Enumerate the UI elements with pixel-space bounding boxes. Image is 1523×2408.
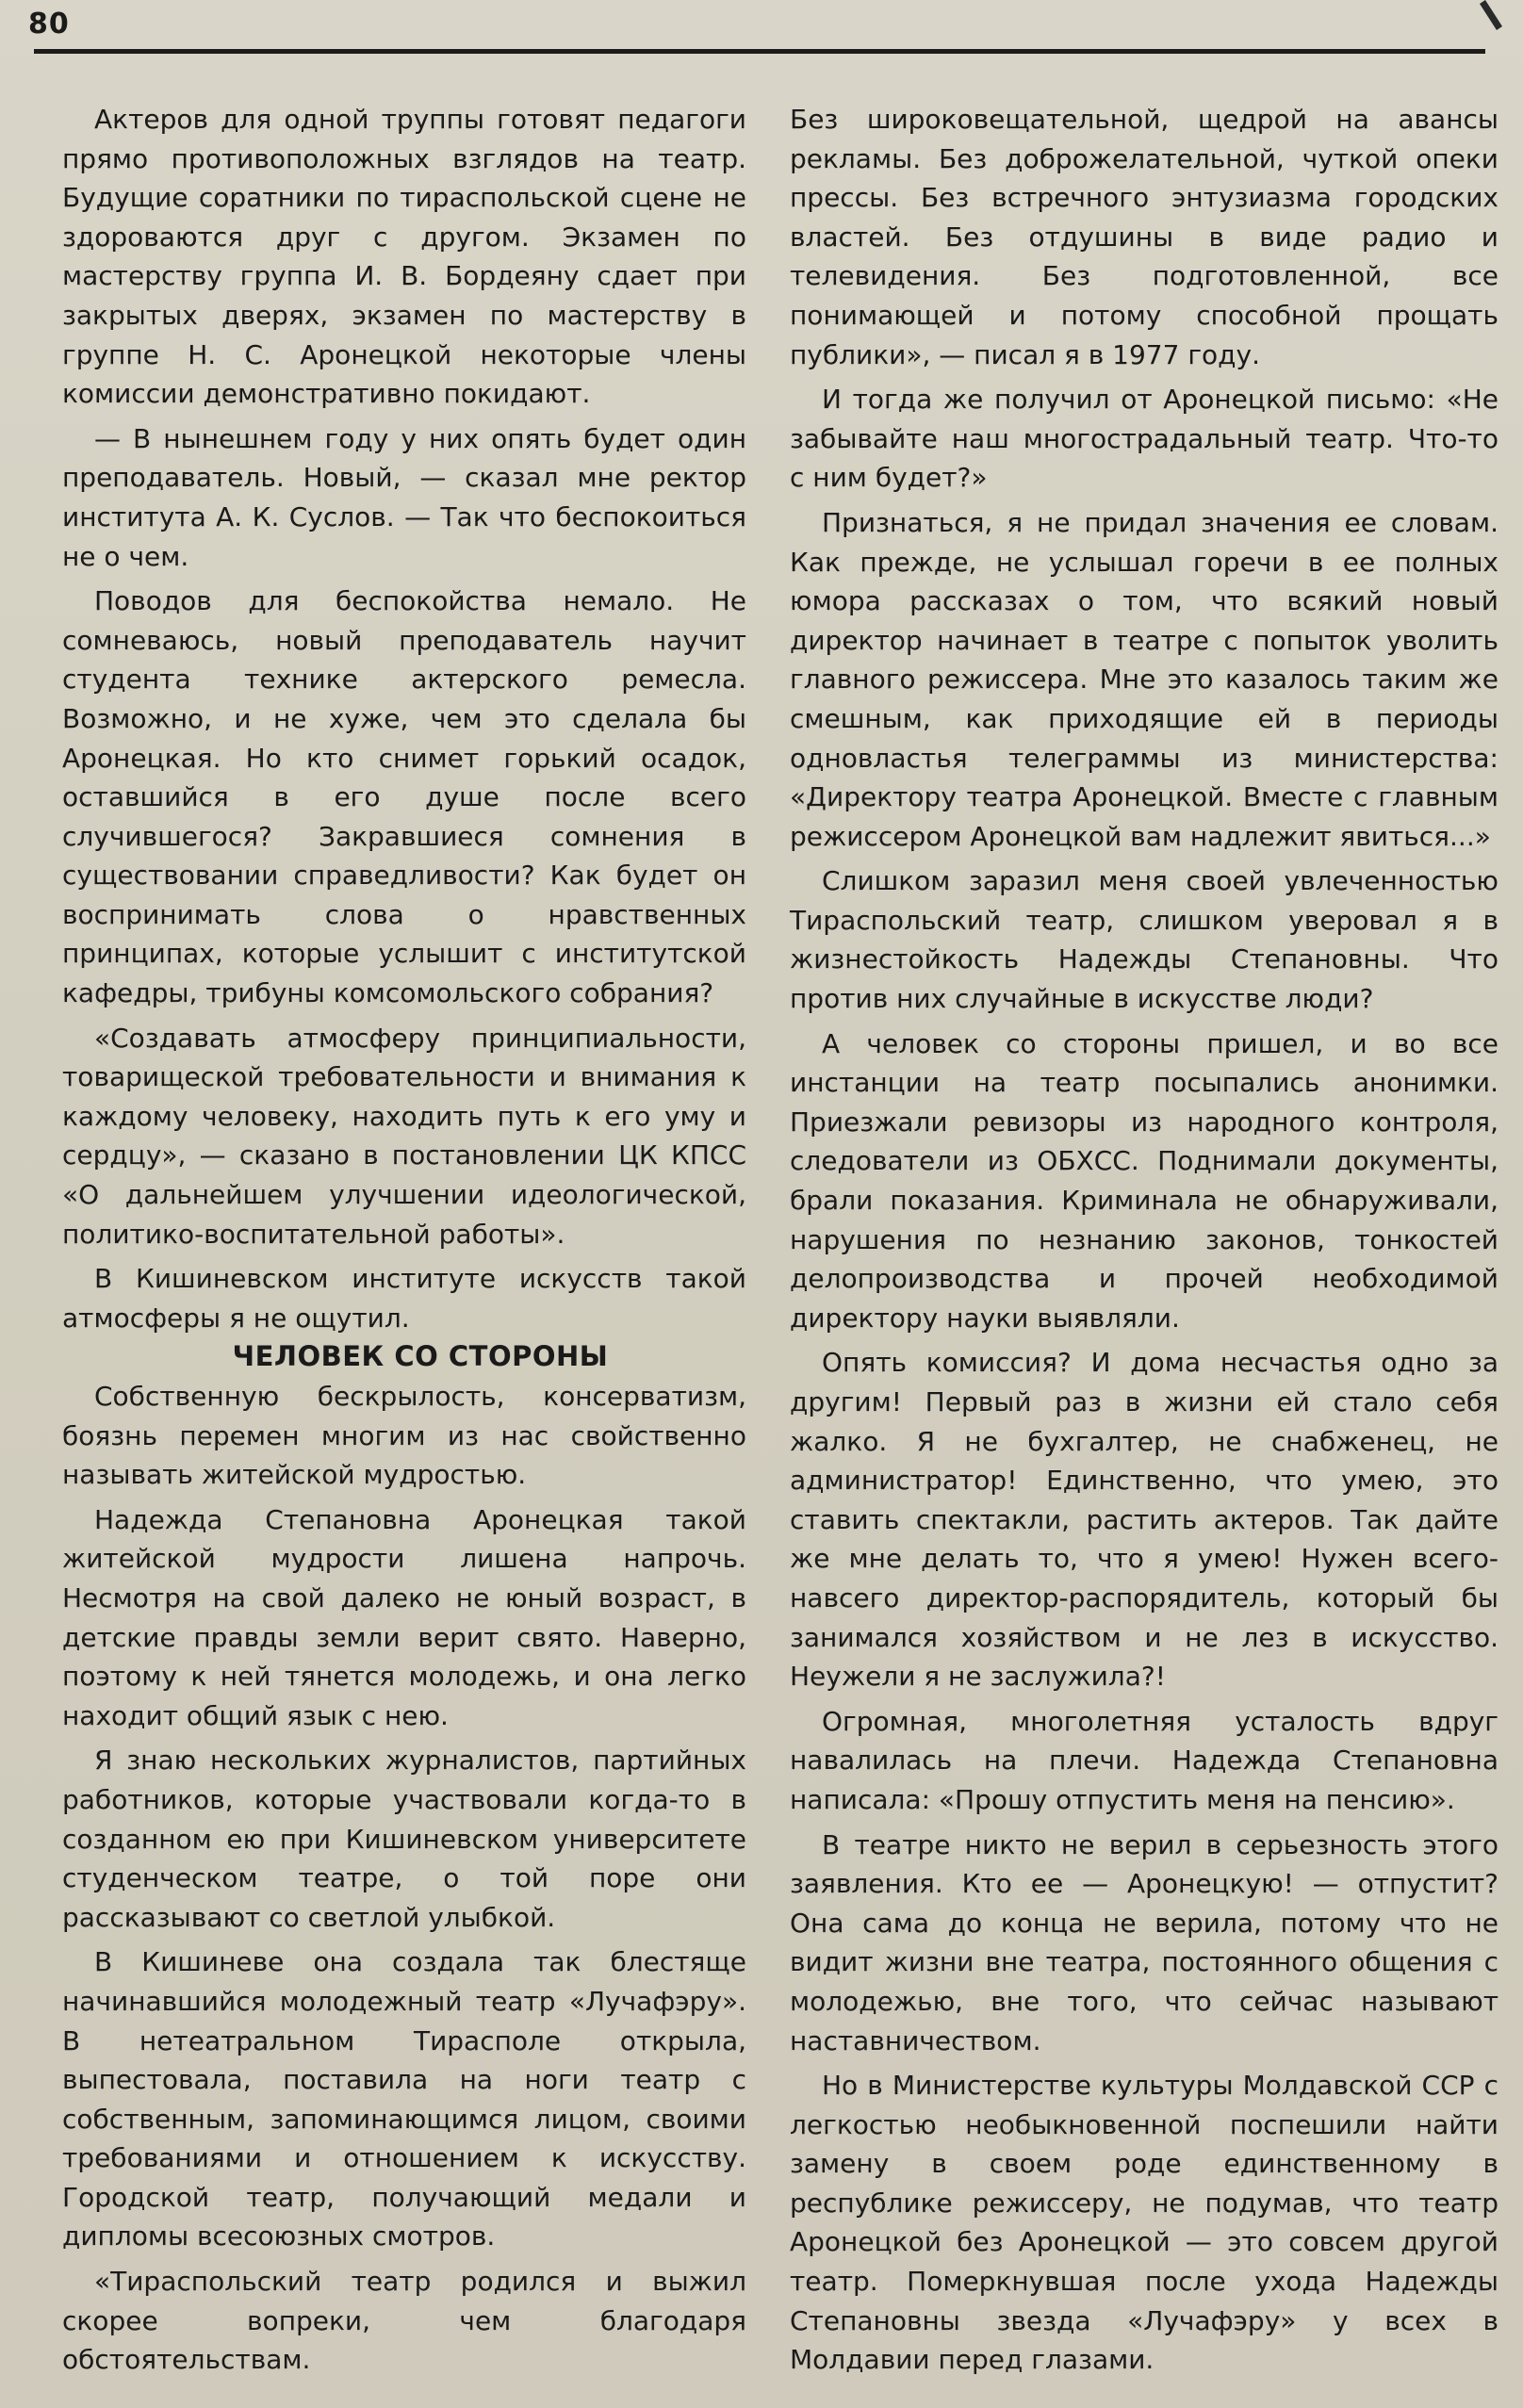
paragraph: Собственную бескрылость, консерватизм, боязнь перемен многим из нас свойственно называть житейской мудростью. xyxy=(62,1381,746,1491)
corner-fold-mark xyxy=(1448,0,1504,38)
paragraph: В Кишиневе она создала так блестяще начинавшийся молодежный театр «Лучафэру». В нетеатральном Тирасполе открыла, выпестовала, поставила на ноги театр с собственным, запоминающимся лицом, своими требованиями и отношением к искусству. Городской театр, получающий медали и дипломы всесоюзных смотров. xyxy=(62,1946,746,2252)
section-heading: ЧЕЛОВЕК СО СТОРОНЫ xyxy=(232,1340,609,1373)
paragraph: Опять комиссия? И дома несчастья одно за другим! Первый раз в жизни ей стало себя жалко. Я не бухгалтер, не снабженец, не администратор! Единственно, что умею, это ставить спектакли, растить актеров. Так дайте же мне делать то, что я умею! Нужен всего-навсего директор-распорядитель, который бы занимался хозяйством и не лез в искусство. Неужели я не заслужила?! xyxy=(790,1347,1498,1693)
header-rule xyxy=(34,49,1485,54)
left-column xyxy=(62,100,746,2380)
quote-paragraph: «Тираспольский театр родился и выжил скорее вопреки, чем благодаря обстоятельствам. xyxy=(62,2266,746,2376)
paragraph: А человек со стороны пришел, и во все инстанции на театр посыпались анонимки. Приезжали ревизоры из народного контроля, следователи из ОБХСС. Поднимали документы, брали показания. Криминала не обнаруживали, нарушения по незнанию законов, тонкостей делопроизводства и прочей необходимой директору науки выявляли. xyxy=(790,1027,1498,1334)
quote-paragraph: «Создавать атмосферу принципиальности, товарищеской требовательности и внимания к каждому человеку, находить путь к его уму и сердцу», — сказано в постановлении ЦК КПСС «О дальнейшем улучшении идеологической, политико-воспитательной работы». xyxy=(62,1022,746,1250)
paragraph: Огромная, многолетняя усталость вдруг навалилась на плечи. Надежда Степановна написала: «Прошу отпустить меня на пенсию». xyxy=(790,1705,1498,1815)
right-column xyxy=(790,100,1498,2380)
paragraph: И тогда же получил от Аронецкой письмо: «Не забывайте наш многострадальный театр. Что-то с ним будет?» xyxy=(790,384,1498,494)
paragraph: Я знаю нескольких журналистов, партийных работников, которые участвовали когда-то в созданном ею при Кишиневском университете студенческом театре, о той поре они рассказывают со светлой улыбкой. xyxy=(62,1745,746,1933)
paragraph: Без широковещательной, щедрой на авансы рекламы. Без доброжелательной, чуткой опеки прессы. Без встречного энтузиазма городских властей. Без отдушины в виде радио и телевидения. Без подготовленной, все понимающей и потому способной прощать публики», — писал я в 1977 году. xyxy=(790,104,1498,370)
paragraph: Надежда Степановна Аронецкая такой житейской мудрости лишена напрочь. Несмотря на свой далеко не юный возраст, в детские правды земли верит свято. Наверно, поэтому к ней тянется молодежь, и она легко находит общий язык с нею. xyxy=(62,1503,746,1731)
paragraph: — В нынешнем году у них опять будет один преподаватель. Новый, — сказал мне ректор института А. К. Суслов. — Так что беспокоиться не о чем. xyxy=(62,422,746,572)
paragraph: Актеров для одной труппы готовят педагоги прямо противоположных взглядов на театр. Будущие соратники по тираспольской сцене не здороваются друг с другом. Экзамен по мастерству группа И. В. Бордеяну сдает при закрытых дверях, экзамен по мастерству в группе Н. С. Аронецкой некоторые члены комиссии демонстративно покидают. xyxy=(62,104,746,410)
paragraph: Признаться, я не придал значения ее словам. Как прежде, не услышал горечи в ее полных юмора рассказах о том, что всякий новый директор начинает в театре с попыток уволить главного режиссера. Мне это казалось таким же смешным, как приходящие ей в периоды одновластья телеграммы из министерства: «Директору театра Аронецкой. Вместе с главным режиссером Аронецкой вам надлежит явиться...» xyxy=(790,506,1498,852)
paragraph: Поводов для беспокойства немало. Не сомневаюсь, новый преподаватель научит студента технике актерского ремесла. Возможно, и не хуже, чем это сделала бы Аронецкая. Но кто снимет горький осадок, оставшийся в его душе после всего случившегося? Закравшиеся сомнения в существовании справедливости? Как будет он воспринимать слова о нравственных принципах, которые услышит с институтской кафедры, трибуны комсомольского собрания? xyxy=(62,585,746,1009)
page-number: 80 xyxy=(28,8,70,41)
paragraph: В театре никто не верил в серьезность этого заявления. Кто ее — Аронецкую! — отпустит? Она сама до конца не верила, потому что не видит жизни вне театра, постоянного общения с молодежью, вне того, что сейчас называют наставничеством. xyxy=(790,1828,1498,2056)
paragraph: В Кишиневском институте искусств такой атмосферы я не ощутил. xyxy=(62,1263,746,1334)
paragraph: Но в Министерстве культуры Молдавской ССР с легкостью необыкновенной поспешили найти замену в своем роде единственному в республике режиссеру, не подумав, что театр Аронецкой без Аронецкой — это совсем другой театр. Померкнувшая после ухода Надежды Степановны звезда «Лучафэру» у всех в Молдавии перед глазами. xyxy=(790,2070,1498,2376)
paragraph: Слишком заразил меня своей увлеченностью Тираспольский театр, слишком уверовал я в жизнестойкость Надежды Степановны. Что против них случайные в искусстве люди? xyxy=(790,865,1498,1015)
